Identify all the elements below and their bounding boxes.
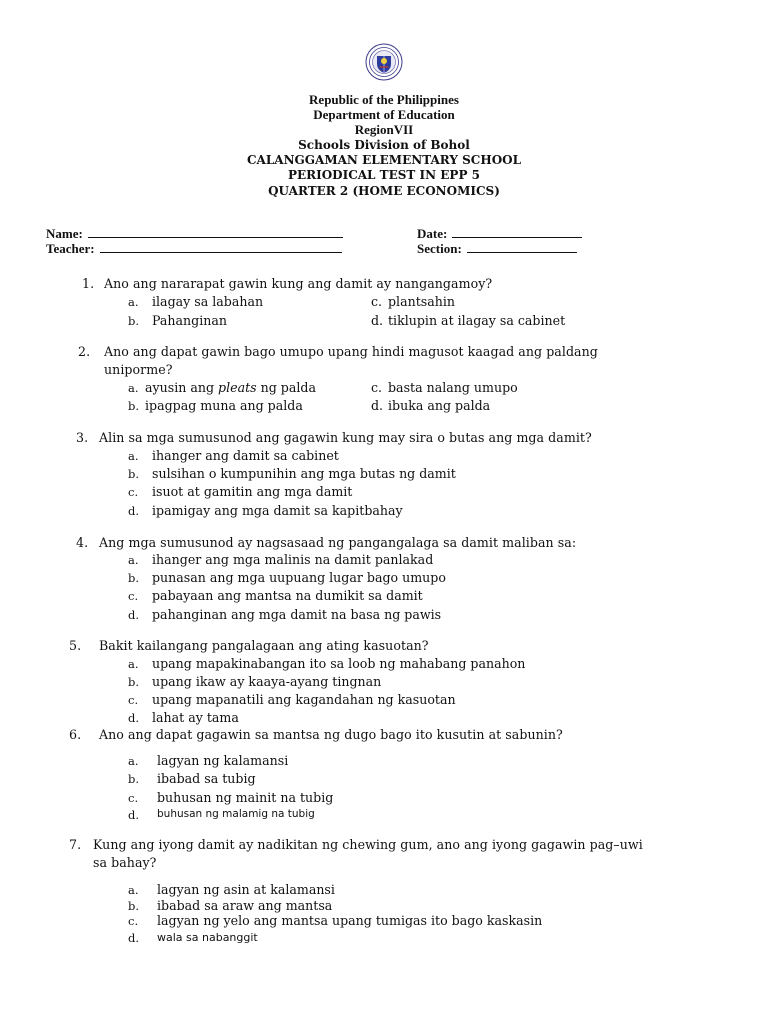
name-label: Name: — [46, 226, 83, 241]
question-number: 2. — [78, 344, 91, 359]
option-letter: b. — [128, 314, 140, 328]
option-text: Pahanginan — [152, 313, 227, 328]
option-text: buhusan ng malamig na tubig — [157, 808, 315, 820]
question-text: Alin sa mga sumusunod ang gagawin kung may sira o butas ang mga damit? — [99, 430, 592, 445]
option-text: upang mapanatili ang kagandahan ng kasuotan — [152, 692, 456, 707]
question-number: 1. — [82, 276, 95, 291]
option-letter: d. — [128, 931, 140, 945]
option-letter: c. — [128, 589, 139, 603]
option-letter: a. — [128, 553, 139, 567]
option-letter: a. — [128, 449, 139, 463]
option-letter: b. — [128, 899, 140, 913]
option-letter: a. — [128, 381, 139, 395]
option-letter: c. — [128, 914, 139, 928]
option-text: lagyan ng yelo ang mantsa upang tumigas ito bago kaskasin — [157, 913, 543, 928]
option-text: pabayaan ang mantsa na dumikit sa damit — [152, 588, 423, 603]
question-text-cont: sa bahay? — [93, 855, 157, 870]
header-region: RegionVII — [354, 122, 414, 137]
question-text: Kung ang iyong damit ay nadikitan ng chewing gum, ano ang iyong gagawin pag–uwi — [93, 837, 643, 852]
section-field — [417, 238, 577, 257]
option-text: upang ikaw ay kaaya-ayang tingnan — [152, 674, 382, 689]
deped-seal-logo — [365, 43, 403, 81]
option-letter: d. — [371, 398, 384, 413]
name-blank — [88, 225, 343, 238]
option-letter: d. — [128, 504, 140, 518]
option-text: ipagpag muna ang palda — [145, 398, 303, 413]
header-division: Schools Division of Bohol — [298, 138, 470, 152]
option-letter: a. — [128, 295, 139, 309]
option-letter: d. — [128, 608, 140, 622]
date-blank — [452, 225, 582, 238]
option-text: plantsahin — [388, 294, 455, 309]
header-department: Department of Education — [313, 107, 455, 122]
option-c-text: c. — [371, 294, 383, 309]
option-letter: b. — [128, 399, 140, 413]
option-text: basta nalang umupo — [388, 380, 518, 395]
option-text: pahanginan ang mga damit na basa ng pawis — [152, 607, 442, 622]
option-letter: c. — [128, 693, 139, 707]
teacher-field — [46, 238, 342, 257]
header-quarter: QUARTER 2 (HOME ECONOMICS) — [268, 184, 500, 198]
option-text: isuot at gamitin ang mga damit — [152, 484, 353, 499]
question-text-cont: uniporme? — [104, 362, 173, 377]
option-letter: a. — [128, 754, 139, 768]
option-text: ipamigay ang mga damit sa kapitbahay — [152, 503, 403, 518]
header-school: CALANGGAMAN ELEMENTARY SCHOOL — [246, 153, 522, 167]
option-letter: a. — [128, 657, 139, 671]
option-letter: b. — [128, 675, 140, 689]
option-text: lagyan ng asin at kalamansi — [157, 882, 335, 897]
option-letter: c. — [128, 485, 139, 499]
option-letter: a. — [128, 883, 139, 897]
question-number: 7. — [69, 837, 82, 852]
option-text: lahat ay tama — [152, 710, 239, 725]
teacher-label: Teacher: — [46, 241, 95, 256]
option-letter: d. — [128, 808, 140, 822]
question-text: Ano ang dapat gawin bago umupo upang hindi magusot kaagad ang paldang — [104, 344, 598, 359]
option-text: buhusan ng mainit na tubig — [157, 790, 334, 805]
option-text: punasan ang mga uupuang lugar bago umupo — [152, 570, 446, 585]
option-text: ihanger ang mga malinis na damit panlakad — [152, 552, 434, 567]
option-text: ayusin ang pleats ng palda — [145, 380, 316, 395]
option-text: lagyan ng kalamansi — [157, 753, 289, 768]
option-text: tiklupin at ilagay sa cabinet — [388, 313, 566, 328]
option-letter: d. — [128, 711, 140, 725]
option-text: ihanger ang damit sa cabinet — [152, 448, 339, 463]
question-number: 4. — [76, 535, 89, 550]
section-label: Section: — [417, 241, 462, 256]
option-letter: b. — [128, 772, 140, 786]
question-number: 6. — [69, 727, 82, 742]
option-text: upang mapakinabangan ito sa loob ng mahabang panahon — [152, 656, 526, 671]
question-text: Bakit kailangang pangalagaan ang ating kasuotan? — [99, 638, 429, 653]
header-republic: Republic of the Philippines — [309, 92, 459, 107]
option-d-text: d. — [371, 313, 384, 328]
option-letter: b. — [128, 571, 140, 585]
question-number: 5. — [69, 638, 82, 653]
option-text: ibabad sa araw ang mantsa — [157, 898, 333, 913]
option-letter: c. — [128, 791, 139, 805]
option-text: ibabad sa tubig — [157, 771, 256, 786]
question-text: Ang mga sumusunod ay nagsasaad ng pangangalaga sa damit maliban sa: — [99, 535, 577, 550]
section-blank — [467, 240, 577, 253]
teacher-blank — [100, 240, 342, 253]
question-number: 3. — [76, 430, 89, 445]
option-text: ibuka ang palda — [388, 398, 491, 413]
option-letter: c. — [371, 380, 383, 395]
option-text: sulsihan o kumpunihin ang mga butas ng damit — [152, 466, 456, 481]
option-letter: b. — [128, 467, 140, 481]
option-text: wala sa nabanggit — [157, 931, 258, 944]
question-text: Ano ang nararapat gawin kung ang damit ay nangangamoy? — [104, 276, 493, 291]
option-text: ilagay sa labahan — [152, 294, 264, 309]
header-test-title: PERIODICAL TEST IN EPP 5 — [287, 168, 481, 182]
question-text: Ano ang dapat gagawin sa mantsa ng dugo bago ito kusutin at sabunin? — [99, 727, 563, 742]
date-label: Date: — [417, 226, 448, 241]
